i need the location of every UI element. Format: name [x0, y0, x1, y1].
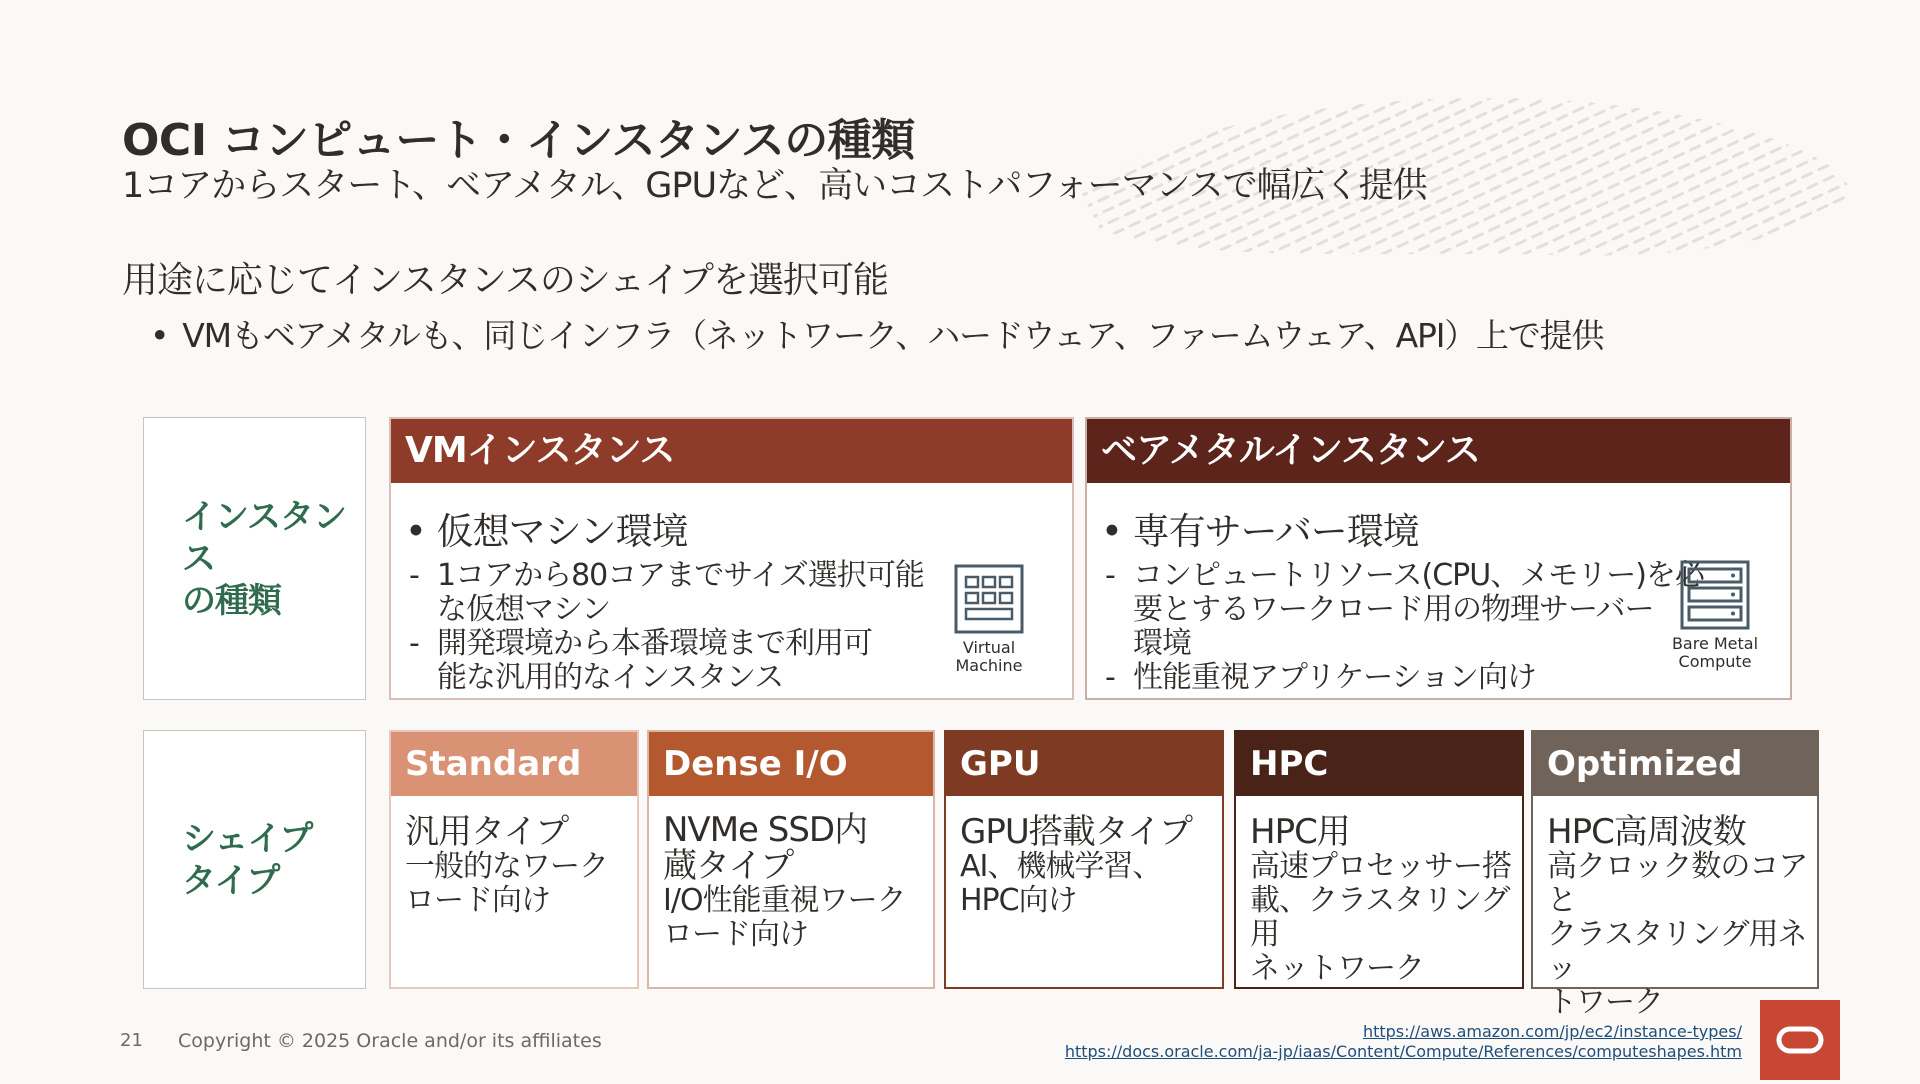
shape-desc: AI、機械学習、 — [960, 849, 1162, 884]
bm-sub-item: - 性能重視アプリケーション向け — [1087, 661, 1790, 695]
shape-desc: 一般的なワーク — [405, 849, 608, 884]
shape-lead: NVMe SSD内 — [663, 810, 868, 850]
icon-caption: Machine — [955, 656, 1023, 675]
vm-sub-item: - 1コアから80コアまでサイズ選択可能 な仮想マシン — [391, 559, 1072, 627]
bullet-text: VMもベアメタルも、同じインフラ（ネットワーク、ハードウェア、ファームウェア、API）上で提供 — [182, 316, 1604, 355]
oracle-logo — [1760, 1000, 1840, 1080]
sub-item-line: 能な汎用的なインスタンス — [437, 660, 784, 695]
virtual-machine-icon-group — [939, 563, 1039, 675]
copyright-text: Copyright © 2025 Oracle and/or its affiliates — [178, 1030, 602, 1052]
row-label-line: タイプ — [182, 860, 280, 901]
bare-metal-server-icon — [1679, 559, 1751, 631]
shape-lead: GPU搭載タイプ — [960, 812, 1193, 852]
bare-metal-instance-card — [1085, 417, 1792, 700]
bm-main-text: 専有サーバー環境 — [1132, 510, 1419, 553]
icon-caption: Bare Metal — [1671, 634, 1759, 653]
shape-desc: クラスタリング用ネッ — [1547, 917, 1807, 986]
bare-metal-icon-group — [1655, 559, 1775, 671]
shape-desc: ロード向け — [663, 917, 808, 952]
sub-item-line: 開発環境から本番環境まで利用可 — [437, 626, 872, 661]
shape-card-standard — [389, 730, 639, 989]
sub-item-line: な仮想マシン — [437, 592, 611, 627]
virtual-machine-icon — [953, 563, 1025, 635]
row-label-line: シェイプ — [182, 818, 313, 859]
bm-main-bullet: • 専有サーバー環境 — [1101, 510, 1419, 553]
shape-card-optimized — [1531, 730, 1819, 1020]
shape-header: HPC — [1236, 732, 1522, 796]
sub-item-line: 要とするワークロード用の物理サーバー — [1133, 592, 1654, 627]
icon-caption: Compute — [1678, 652, 1752, 671]
shape-desc: ネットワーク — [1250, 951, 1424, 986]
shape-lead: 汎用タイプ — [405, 812, 569, 852]
sub-item-line: 環境 — [1133, 626, 1191, 661]
oracle-logo-icon — [1760, 1000, 1840, 1080]
bare-metal-instance-header: ベアメタルインスタンス — [1087, 419, 1790, 483]
sub-item-line: コンピュートリソース(CPU、メモリー)を必 — [1133, 558, 1704, 593]
vm-instance-header: VMインスタンス — [391, 419, 1072, 483]
row-label-instance-types — [143, 417, 366, 700]
bm-sub-item: - コンピュートリソース(CPU、メモリー)を必 要とするワークロード用の物理サーバー 環境 — [1087, 559, 1790, 661]
aws-instance-types-link[interactable]: https://aws.amazon.com/jp/ec2/instance-types/ — [1362, 1022, 1742, 1041]
shape-header: Dense I/O — [649, 732, 933, 796]
shape-desc: HPC向け — [960, 883, 1077, 918]
shape-desc: 高クロック数のコアと — [1547, 849, 1808, 918]
shape-header: GPU — [946, 732, 1222, 796]
section-heading: 用途に応じてインスタンスのシェイプを選択可能 — [122, 260, 889, 301]
vm-main-bullet: • 仮想マシン環境 — [405, 510, 688, 553]
row-label-line: インスタンス — [182, 496, 346, 579]
shape-lead: 蔵タイプ — [663, 846, 794, 886]
shape-desc: トワーク — [1547, 985, 1663, 1020]
row-label-line: の種類 — [182, 580, 281, 621]
page-subtitle: 1コアからスタート、ベアメタル、GPUなど、高いコストパフォーマンスで幅広く提供 — [122, 166, 1427, 206]
vm-sub-item: - 開発環境から本番環境まで利用可 能な汎用的なインスタンス — [391, 627, 1072, 695]
shape-lead: HPC用 — [1250, 812, 1350, 852]
shape-desc: ロード向け — [405, 883, 550, 918]
page-number: 21 — [120, 1030, 143, 1051]
shape-lead: HPC高周波数 — [1547, 812, 1746, 852]
oci-compute-shapes-link[interactable]: https://docs.oracle.com/ja-jp/iaas/Content/Compute/References/computeshapes.htm — [1064, 1042, 1742, 1061]
shape-header: Optimized — [1533, 732, 1817, 796]
shape-card-dense-io — [647, 730, 935, 989]
shape-card-gpu — [944, 730, 1224, 989]
shape-card-hpc — [1234, 730, 1524, 989]
vm-main-text: 仮想マシン環境 — [436, 510, 688, 553]
page-title: OCI コンピュート・インスタンスの種類 — [122, 115, 915, 166]
icon-caption: Virtual — [962, 638, 1016, 657]
shape-header: Standard — [391, 732, 637, 796]
shape-desc: I/O性能重視ワーク — [663, 883, 906, 918]
row-label-shape-types — [143, 730, 366, 989]
bullet-item: • VMもベアメタルも、同じインフラ（ネットワーク、ハードウェア、ファームウェア、API）上で提供 — [150, 316, 1604, 355]
shape-desc: 高速プロセッサー搭 — [1250, 849, 1511, 884]
sub-item-line: 性能重視アプリケーション向け — [1133, 660, 1536, 695]
shape-desc: 載、クラスタリング用 — [1250, 883, 1510, 952]
sub-item-line: 1コアから80コアまでサイズ選択可能 — [437, 558, 924, 593]
vm-instance-card — [389, 417, 1074, 700]
